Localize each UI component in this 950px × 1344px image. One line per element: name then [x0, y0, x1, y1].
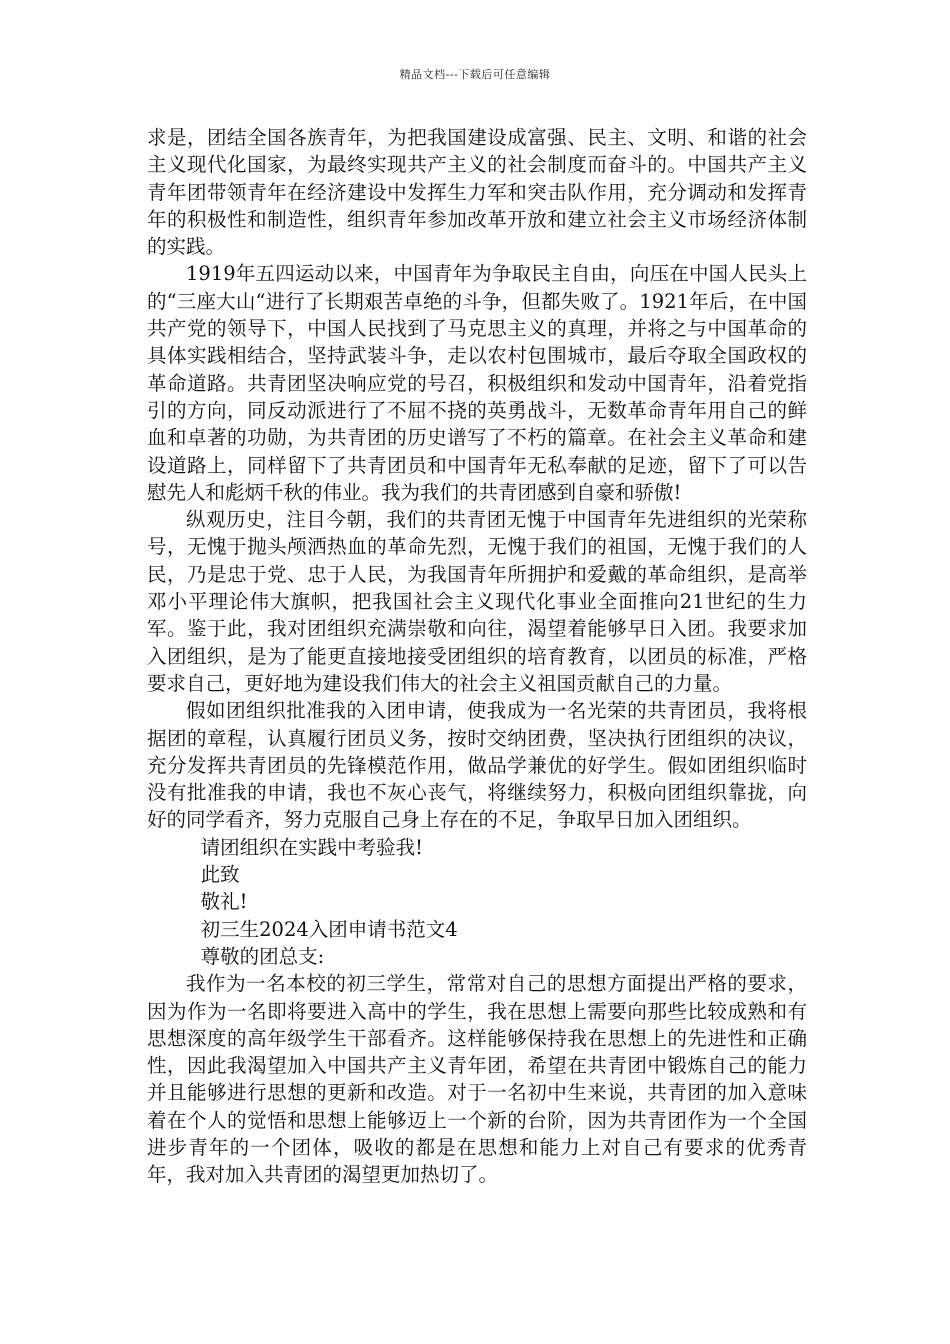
paragraph-letter-body: 我作为一名本校的初三学生，常常对自己的思想方面提出严格的要求，因为作为一名即将要进入高中的学生，我在思想上需要向那些比较成熟和有思想深度的高年级学生干部看齐。这样能够保持我在思想上的先进性和正确性，因此我渴望加入中国共产主义青年团，希望在共青团中锻炼自己的能力并且能够进行思想的更新和改造。对于一名初中生来说，共青团的加入意味着在个人的觉悟和思想上能够迈上一个新的台阶，因为共青团作为一个全国进步青年的一个团体，吸收的都是在思想和能力上对自己有要求的优秀青年，我对加入共青团的渴望更加热切了。	[147, 972, 807, 1187]
paragraph-history: 1919年五四运动以来，中国青年为争取民主自由，向压在中国人民头上的“三座大山“进行了长期艰苦卓绝的斗争，但都失败了。1921年后，在中国共产党的领导下，中国人民找到了马克思主义的真理，并将之与中国革命的具体实践相结合，坚持武装斗争，走以农村包围城市，最后夺取全国政权的革命道路。共青团坚决响应党的号召，积极组织和发动中国青年，沿着党指引的方向，同反动派进行了不屈不挠的英勇战斗，无数革命青年用自己的鲜血和卓著的功勋，为共青团的历史谱写了不朽的篇章。在社会主义革命和建设道路上，同样留下了共青团员和中国青年无私奉献的足迹，留下了可以告慰先人和彪炳千秋的伟业。我为我们的共青团感到自豪和骄傲!	[147, 262, 807, 504]
document-body	[147, 124, 807, 1189]
closing-salutation: 此致	[200, 863, 240, 887]
closing-respect: 敬礼!	[200, 890, 248, 914]
request-line: 请团组织在实践中考验我!	[200, 835, 423, 859]
document-header: 精品文档---下载后可任意编辑	[399, 68, 551, 81]
letter-greeting: 尊敬的团总支:	[200, 944, 325, 968]
paragraph-commitment: 假如团组织批准我的入团申请，使我成为一名光荣的共青团员，我将根据团的章程，认真履行团员义务，按时交纳团费，坚决执行团组织的决议，充分发挥共青团员的先锋模范作用，做品学兼优的好学生。假如团组织临时没有批准我的申请，我也不灰心丧气，将继续努力，积极向团组织靠拢，向好的同学看齐，努力克服自己身上存在的不足，争取早日加入团组织。	[147, 699, 807, 832]
paragraph-present: 纵观历史，注目今朝，我们的共青团无愧于中国青年先进组织的光荣称号，无愧于抛头颅洒热血的革命先烈，无愧于我们的祖国，无愧于我们的人民，乃是忠于党、忠于人民，为我国青年所拥护和爱戴的革命组织，是高举邓小平理论伟大旗帜，把我国社会主义现代化事业全面推向21世纪的生力军。鉴于此，我对团组织充满崇敬和向往，渴望着能够早日入团。我要求加入团组织，是为了能更直接地接受团组织的培育教育，以团员的标准，严格要求自己，更好地为建设我们伟大的社会主义祖国贡献自己的力量。	[147, 508, 807, 695]
section-title: 初三生2024入团申请书范文4	[200, 917, 458, 941]
paragraph-continuation: 求是，团结全国各族青年，为把我国建设成富强、民主、文明、和谐的社会主义现代化国家，为最终实现共产主义的社会制度而奋斗的。中国共产主义青年团带领青年在经济建设中发挥生力军和突击队作用，充分调动和发挥青年的积极性和制造性，组织青年参加改革开放和建立社会主义市场经济体制的实践。	[147, 126, 807, 259]
